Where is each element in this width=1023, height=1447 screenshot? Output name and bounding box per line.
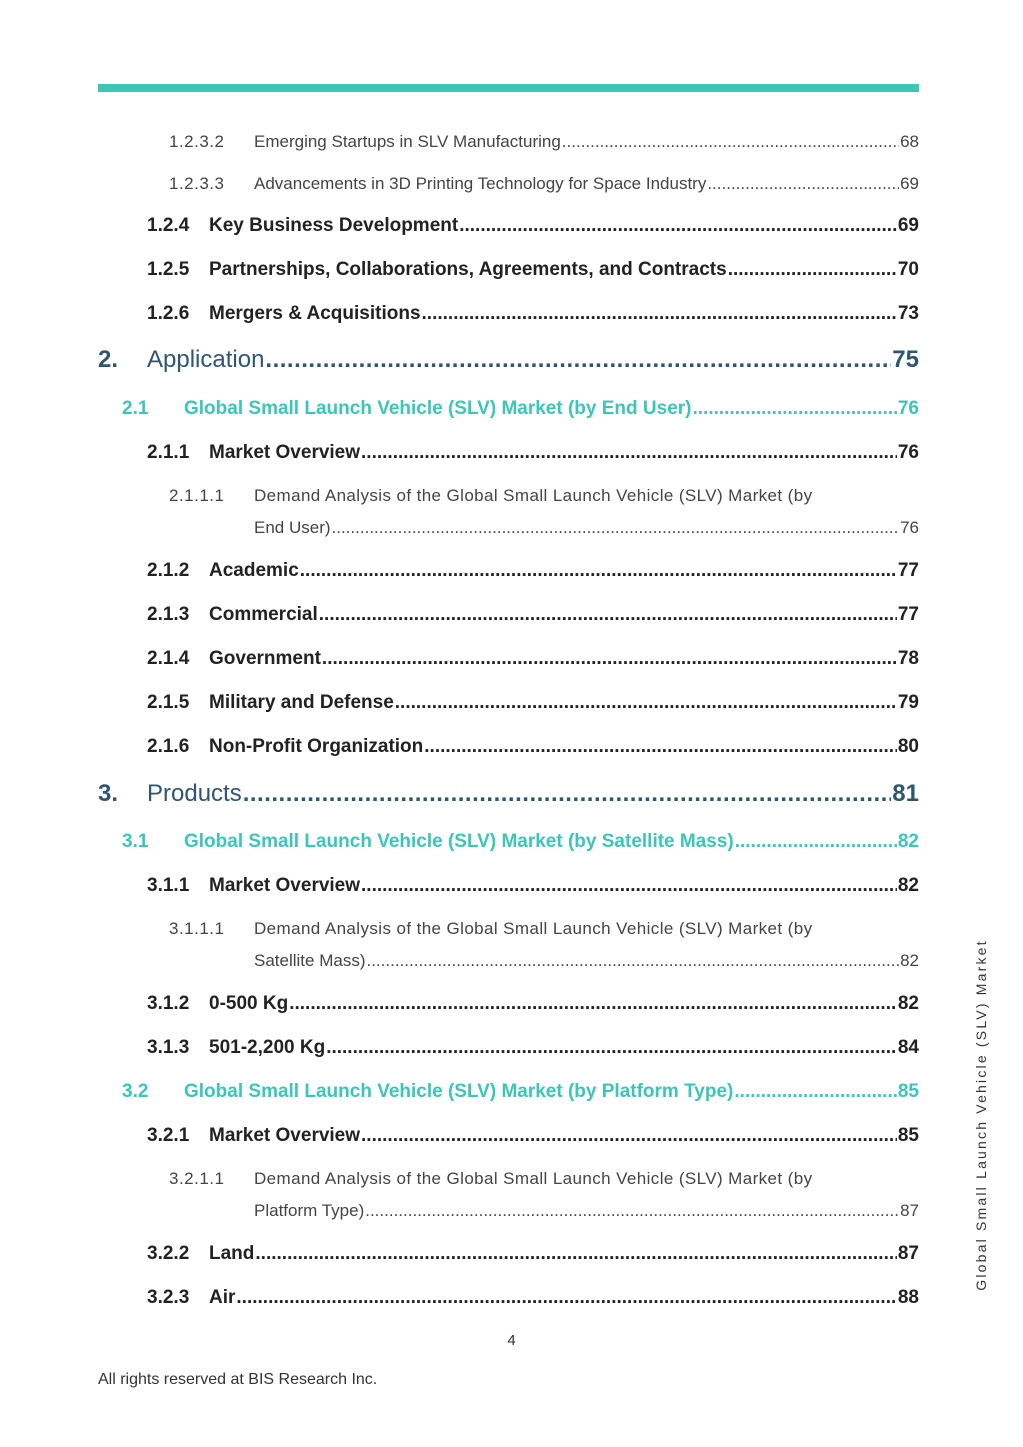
toc-leader: [365, 1201, 899, 1221]
toc-entry-3-1-3[interactable]: [98, 1037, 919, 1059]
toc-title: Demand Analysis of the Global Small Launch Vehicle (SLV) Market (by: [254, 486, 813, 505]
toc-number: 3.2.3: [147, 1287, 190, 1308]
toc-number: 3.: [98, 780, 119, 807]
toc-number: 3.2.2: [147, 1243, 190, 1264]
toc-entry-1-2-4[interactable]: [98, 215, 919, 237]
toc-entry-1-2-3-2[interactable]: [98, 132, 919, 152]
toc-entry-3-1-1[interactable]: [98, 875, 919, 897]
toc-entry-3-2-1-1[interactable]: [98, 1169, 919, 1229]
toc-page: 79: [897, 692, 919, 713]
toc-page: 76: [897, 442, 919, 463]
toc-number: 2.1.4: [147, 648, 190, 669]
toc-title: Global Small Launch Vehicle (SLV) Market (by Platform Type): [184, 1081, 734, 1102]
toc-leader: [319, 604, 897, 626]
toc-title: Partnerships, Collaborations, Agreements, and Contracts: [209, 259, 727, 280]
toc-entry-3-1-2[interactable]: [98, 993, 919, 1015]
toc-page: 69: [900, 174, 919, 193]
toc-number: 2.1.3: [147, 604, 190, 625]
toc-leader: [459, 215, 897, 237]
toc-leader: [322, 648, 897, 670]
toc-number: 1.2.4: [147, 215, 190, 236]
toc-leader: [422, 303, 897, 325]
toc-page: 82: [897, 831, 919, 852]
toc-entry-3-2-1[interactable]: [98, 1125, 919, 1147]
toc-number: 3.1: [122, 831, 149, 852]
toc-title: Application: [147, 346, 265, 373]
toc-number: 1.2.5: [147, 259, 190, 280]
toc-title: 501-2,200 Kg: [209, 1037, 326, 1058]
toc-title: Global Small Launch Vehicle (SLV) Market (by End User): [184, 398, 692, 419]
toc-title: Government: [209, 648, 321, 669]
toc-number: 3.1.1.1: [169, 919, 225, 938]
page-number: 4: [507, 1332, 516, 1349]
toc-leader: [361, 442, 897, 464]
toc-page: 78: [897, 648, 919, 669]
toc-number: 1.2.3.2: [169, 132, 225, 151]
toc-leader: [332, 518, 900, 538]
toc-entry-2-1[interactable]: [98, 398, 919, 420]
toc-title: Key Business Development: [209, 215, 459, 236]
toc-page: 76: [897, 398, 919, 419]
toc-number: 2.1.5: [147, 692, 190, 713]
toc-leader: [728, 259, 897, 281]
toc-entry-2-1-5[interactable]: [98, 692, 919, 714]
toc-title-continued: Satellite Mass): [254, 951, 366, 970]
toc-leader: [693, 398, 897, 420]
toc-page: 77: [897, 560, 919, 581]
toc-leader: [300, 560, 897, 582]
copyright-footer: All rights reserved at BIS Research Inc.: [98, 1371, 378, 1388]
toc-title: Products: [147, 780, 242, 807]
toc-entry-3-1-1-1[interactable]: [98, 919, 919, 979]
toc-leader: [735, 831, 897, 853]
toc-page: 87: [900, 1201, 919, 1220]
toc-leader: [326, 1037, 897, 1059]
toc-leader: [562, 132, 899, 152]
toc-entry-2-1-3[interactable]: [98, 604, 919, 626]
toc-leader: [366, 951, 899, 971]
toc-entry-3-2-3[interactable]: [98, 1287, 919, 1309]
toc-title: Land: [209, 1243, 255, 1264]
toc-page: 77: [897, 604, 919, 625]
toc-page: 82: [897, 993, 919, 1014]
toc-number: 1.2.3.3: [169, 174, 225, 193]
toc-page: 85: [897, 1081, 919, 1102]
toc-entry-2-1-4[interactable]: [98, 648, 919, 670]
toc-number: 2.1.1.1: [169, 486, 225, 505]
toc-page: 84: [897, 1037, 919, 1058]
toc-number: 3.2.1.1: [169, 1169, 225, 1188]
toc-title: Advancements in 3D Printing Technology for Space Industry: [254, 174, 707, 193]
toc-leader: [255, 1243, 896, 1265]
toc-title: Military and Defense: [209, 692, 394, 713]
toc-title-continued: End User): [254, 518, 331, 537]
toc-title: Market Overview: [209, 1125, 361, 1146]
toc-number: 3.1.1: [147, 875, 190, 896]
toc-leader: [243, 780, 892, 808]
toc-entry-2-1-6[interactable]: [98, 736, 919, 758]
toc-leader: [424, 736, 897, 758]
toc-number: 3.1.2: [147, 993, 190, 1014]
toc-page: 70: [897, 259, 919, 280]
toc-number: 3.1.3: [147, 1037, 190, 1058]
toc-page: 87: [897, 1243, 919, 1264]
toc-number: 2.1: [122, 398, 149, 419]
toc-entry-2-1-2[interactable]: [98, 560, 919, 582]
toc-title: Mergers & Acquisitions: [209, 303, 421, 324]
toc-leader: [361, 875, 897, 897]
side-report-title: Global Small Launch Vehicle (SLV) Market: [973, 939, 989, 1291]
toc-number: 2.1.6: [147, 736, 190, 757]
toc-title: Market Overview: [209, 875, 361, 896]
toc-leader: [707, 174, 899, 194]
toc-number: 1.2.6: [147, 303, 190, 324]
toc-number: 2.1.1: [147, 442, 190, 463]
toc-number: 2.: [98, 346, 119, 373]
toc-page: 85: [897, 1125, 919, 1146]
toc-page: 68: [900, 132, 919, 151]
toc-page: 75: [892, 346, 919, 373]
toc-page: 82: [900, 951, 919, 970]
toc-entry-1-2-3-3[interactable]: [98, 174, 919, 194]
toc-leader: [265, 346, 891, 374]
toc-entry-1-2-5[interactable]: [98, 259, 919, 281]
toc-title: Commercial: [209, 604, 318, 625]
toc-page: 80: [897, 736, 919, 757]
toc-page: 69: [897, 215, 919, 236]
toc-title: Demand Analysis of the Global Small Launch Vehicle (SLV) Market (by: [254, 1169, 813, 1188]
toc-leader: [734, 1081, 897, 1103]
toc-title: Global Small Launch Vehicle (SLV) Market (by Satellite Mass): [184, 831, 734, 852]
toc-page: 76: [900, 518, 919, 537]
toc-leader: [236, 1287, 896, 1309]
toc-title: Academic: [209, 560, 299, 581]
toc-title: Emerging Startups in SLV Manufacturing: [254, 132, 561, 151]
header-rule: [98, 84, 919, 92]
toc-entry-3-2[interactable]: [98, 1081, 919, 1103]
toc-title-continued: Platform Type): [254, 1201, 365, 1220]
toc-entry-1-2-6[interactable]: [98, 303, 919, 325]
toc-title: Non-Profit Organization: [209, 736, 424, 757]
toc-entry-2[interactable]: [98, 346, 919, 374]
toc-number: 3.2: [122, 1081, 149, 1102]
toc-page: 88: [897, 1287, 919, 1308]
toc-page: 73: [897, 303, 919, 324]
toc-title: Demand Analysis of the Global Small Launch Vehicle (SLV) Market (by: [254, 919, 813, 938]
toc-entry-2-1-1[interactable]: [98, 442, 919, 464]
toc-title: 0-500 Kg: [209, 993, 289, 1014]
toc-entry-3-2-2[interactable]: [98, 1243, 919, 1265]
toc-number: 2.1.2: [147, 560, 190, 581]
toc-title: Air: [209, 1287, 236, 1308]
toc-leader: [361, 1125, 897, 1147]
toc-page: 81: [892, 780, 919, 807]
toc-entry-3[interactable]: [98, 780, 919, 808]
toc-page: 82: [897, 875, 919, 896]
toc-leader: [395, 692, 897, 714]
toc-leader: [289, 993, 897, 1015]
toc-number: 3.2.1: [147, 1125, 190, 1146]
toc-entry-2-1-1-1[interactable]: [98, 486, 919, 546]
toc-title: Market Overview: [209, 442, 361, 463]
toc-entry-3-1[interactable]: [98, 831, 919, 853]
